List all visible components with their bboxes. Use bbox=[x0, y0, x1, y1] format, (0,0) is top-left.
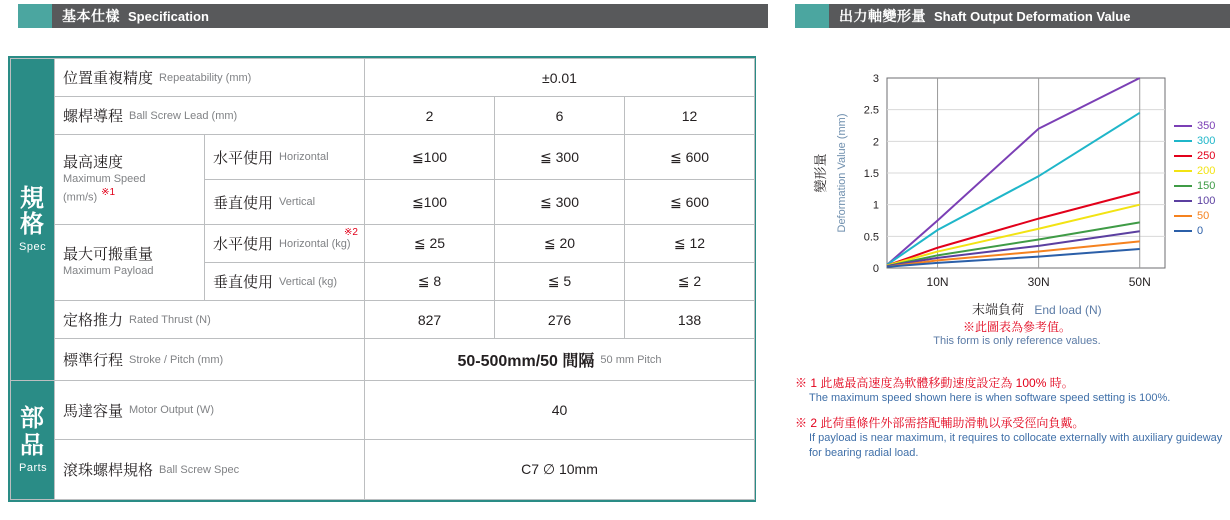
label-cn: 位置重複精度 bbox=[63, 70, 154, 88]
row-label-ball-screw-lead bbox=[55, 97, 365, 135]
label-en: Ball Screw Spec bbox=[159, 463, 240, 476]
value-payload-h-3: ≦ 12 bbox=[625, 225, 755, 263]
specification-table bbox=[8, 56, 756, 502]
value-repeatability: ±0.01 bbox=[365, 59, 755, 97]
y-axis-label-cn: 變形量 bbox=[813, 153, 828, 193]
sublabel-en: Horizontal bbox=[279, 151, 329, 164]
label-en: Ball Screw Lead (mm) bbox=[129, 109, 238, 122]
row-label-stroke bbox=[55, 339, 365, 381]
y-axis-tick-label: 2 bbox=[872, 136, 879, 149]
chart-reference-note bbox=[852, 318, 1182, 347]
legend-label: 100 bbox=[1197, 194, 1216, 207]
footnote-mark-2: ※2 bbox=[344, 227, 358, 239]
row-label-motor-output bbox=[55, 380, 365, 440]
legend-swatch-icon bbox=[1174, 215, 1192, 217]
table-row bbox=[11, 301, 755, 339]
sublabel-cn: 垂直使用 bbox=[213, 194, 274, 212]
footnotes bbox=[795, 375, 1225, 470]
legend-swatch-icon bbox=[1174, 155, 1192, 157]
label-en: Maximum Payload bbox=[63, 265, 154, 278]
y-axis-tick-label: 1 bbox=[872, 199, 879, 212]
legend-item-200 bbox=[1174, 163, 1230, 178]
y-axis-tick-label: 1.5 bbox=[863, 168, 879, 180]
x-axis-label-cn: 末端負荷 bbox=[971, 302, 1025, 317]
side-label-parts-cn: 部品 bbox=[20, 405, 45, 459]
legend-label: 350 bbox=[1197, 119, 1216, 132]
label-cn: 最大可搬重量 bbox=[63, 246, 154, 264]
table-row bbox=[11, 440, 755, 500]
section-header-shaft-deformation bbox=[795, 4, 1230, 28]
header-accent-tab bbox=[18, 4, 52, 28]
value-motor-output: 40 bbox=[365, 380, 755, 440]
label-unit: (mm/s) bbox=[63, 191, 98, 204]
value-thrust-2: 276 bbox=[495, 301, 625, 339]
legend-swatch-icon bbox=[1174, 230, 1192, 232]
row-label-rated-thrust bbox=[55, 301, 365, 339]
label-en: Rated Thrust (N) bbox=[129, 313, 211, 326]
value-payload-h-1: ≦ 25 bbox=[365, 225, 495, 263]
legend-item-300 bbox=[1174, 133, 1230, 148]
chart-note-cn: ※此圖表為參考值。 bbox=[962, 320, 1071, 334]
x-axis-label-en: End load (N) bbox=[1034, 303, 1102, 317]
footnote-2 bbox=[795, 415, 1225, 462]
value-thrust-3: 138 bbox=[625, 301, 755, 339]
legend-label: 200 bbox=[1197, 164, 1216, 177]
sublabel-cn: 垂直使用 bbox=[213, 274, 274, 292]
value-lead-1: 2 bbox=[365, 97, 495, 135]
table-row bbox=[11, 339, 755, 381]
y-axis-tick-label: 2.5 bbox=[863, 104, 879, 117]
header-titles bbox=[52, 6, 209, 26]
sublabel-cn: 水平使用 bbox=[213, 149, 274, 167]
label-en: Maximum Speed bbox=[63, 172, 146, 185]
row-label-maximum-speed bbox=[55, 135, 205, 225]
label-en: Stroke / Pitch (mm) bbox=[129, 353, 224, 366]
label-cn: 最高速度 bbox=[63, 154, 124, 172]
x-axis-tick-label: 10N bbox=[926, 275, 949, 289]
row-sublabel-vertical-payload bbox=[205, 263, 365, 301]
table-row bbox=[11, 97, 755, 135]
section-title-cn: 出力軸變形量 bbox=[839, 8, 926, 24]
header-titles bbox=[829, 6, 1130, 26]
legend-item-150 bbox=[1174, 178, 1230, 193]
label-en: Repeatability (mm) bbox=[159, 71, 252, 84]
value-speed-h-2: ≦ 300 bbox=[495, 135, 625, 180]
legend-swatch-icon bbox=[1174, 185, 1192, 187]
label-cn: 滾珠螺桿規格 bbox=[63, 462, 154, 480]
value-stroke bbox=[365, 339, 755, 381]
footnote-2-cn: ※ 2 此荷重條件外部需搭配輔助滑軌以承受徑向負戴。 bbox=[795, 415, 1085, 430]
row-sublabel-horizontal-speed bbox=[205, 135, 365, 180]
sublabel-en: Vertical (kg) bbox=[279, 275, 338, 288]
header-accent-tab bbox=[795, 4, 829, 28]
row-label-repeatability bbox=[55, 59, 365, 97]
value-stroke-sub: 50 mm Pitch bbox=[600, 353, 662, 366]
row-sublabel-vertical-speed bbox=[205, 180, 365, 225]
value-speed-v-3: ≦ 600 bbox=[625, 180, 755, 225]
table-row bbox=[11, 380, 755, 440]
legend-label: 300 bbox=[1197, 134, 1216, 147]
legend-item-100 bbox=[1174, 193, 1230, 208]
table-row bbox=[11, 59, 755, 97]
section-title-en: Shaft Output Deformation Value bbox=[934, 9, 1131, 24]
side-label-parts bbox=[11, 380, 55, 499]
legend-swatch-icon bbox=[1174, 125, 1192, 127]
legend-swatch-icon bbox=[1174, 200, 1192, 202]
row-label-ball-screw-spec bbox=[55, 440, 365, 500]
footnote-1-en: The maximum speed shown here is when software speed setting is 100%. bbox=[809, 392, 1171, 405]
legend-swatch-icon bbox=[1174, 140, 1192, 142]
y-axis-label-en: Deformation Value (mm) bbox=[836, 113, 848, 233]
value-stroke-main: 50-500mm/50 間隔 bbox=[457, 353, 595, 371]
sublabel-en: Vertical bbox=[279, 196, 316, 209]
shaft-deformation-chart bbox=[795, 50, 1230, 340]
table-row bbox=[11, 225, 755, 263]
label-cn: 標準行程 bbox=[63, 352, 124, 370]
label-en: Motor Output (W) bbox=[129, 404, 214, 417]
value-ball-screw-spec: C7 ∅ 10mm bbox=[365, 440, 755, 500]
side-label-spec bbox=[11, 59, 55, 381]
side-label-spec-en: Spec bbox=[19, 241, 47, 254]
legend-item-0 bbox=[1174, 223, 1230, 238]
footnote-1-cn: ※ 1 此處最高速度為軟體移動速度設定為 100% 時。 bbox=[795, 376, 1074, 390]
value-lead-3: 12 bbox=[625, 97, 755, 135]
chart-note-en: This form is only reference values. bbox=[933, 335, 1101, 347]
legend-label: 0 bbox=[1197, 224, 1204, 237]
side-label-spec-cn: 規格 bbox=[20, 184, 45, 239]
x-axis-tick-label: 50N bbox=[1128, 275, 1151, 289]
row-label-maximum-payload bbox=[55, 225, 205, 301]
legend-label: 150 bbox=[1197, 179, 1216, 192]
footnote-2-en: If payload is near maximum, it requires to collocate externally with auxiliary guideway for bearing radial load. bbox=[809, 431, 1223, 460]
footnote-mark-1: ※1 bbox=[101, 186, 116, 198]
legend-item-350 bbox=[1174, 118, 1230, 133]
value-payload-v-1: ≦ 8 bbox=[365, 263, 495, 301]
value-lead-2: 6 bbox=[495, 97, 625, 135]
value-payload-v-2: ≦ 5 bbox=[495, 263, 625, 301]
label-cn: 定格推力 bbox=[63, 312, 124, 330]
y-axis-tick-label: 0.5 bbox=[863, 231, 879, 244]
value-payload-v-3: ≦ 2 bbox=[625, 263, 755, 301]
sublabel-en: Horizontal (kg) bbox=[279, 237, 351, 250]
side-label-parts-en: Parts bbox=[19, 461, 48, 474]
section-title-cn: 基本仕樣 bbox=[62, 8, 120, 24]
legend-label: 250 bbox=[1197, 149, 1216, 162]
section-title-en: Specification bbox=[128, 9, 209, 24]
row-sublabel-horizontal-payload bbox=[205, 225, 365, 263]
value-thrust-1: 827 bbox=[365, 301, 495, 339]
label-cn: 馬達容量 bbox=[63, 402, 124, 420]
x-axis-tick-label: 30N bbox=[1027, 275, 1050, 289]
value-speed-h-3: ≦ 600 bbox=[625, 135, 755, 180]
value-speed-v-2: ≦ 300 bbox=[495, 180, 625, 225]
y-axis-tick-label: 0 bbox=[872, 263, 879, 275]
legend-item-50 bbox=[1174, 208, 1230, 223]
value-payload-h-2: ≦ 20 bbox=[495, 225, 625, 263]
footnote-1 bbox=[795, 375, 1225, 407]
legend-label: 50 bbox=[1197, 209, 1210, 222]
legend-swatch-icon bbox=[1174, 170, 1192, 172]
section-header-specification bbox=[18, 4, 768, 28]
table-row bbox=[11, 135, 755, 180]
label-cn: 螺桿導程 bbox=[63, 108, 124, 126]
y-axis-tick-label: 3 bbox=[872, 73, 879, 85]
value-speed-h-1: ≦100 bbox=[365, 135, 495, 180]
sublabel-cn: 水平使用 bbox=[213, 236, 274, 254]
value-speed-v-1: ≦100 bbox=[365, 180, 495, 225]
legend-item-250 bbox=[1174, 148, 1230, 163]
chart-canvas bbox=[795, 50, 1230, 340]
chart-legend bbox=[1174, 118, 1230, 238]
